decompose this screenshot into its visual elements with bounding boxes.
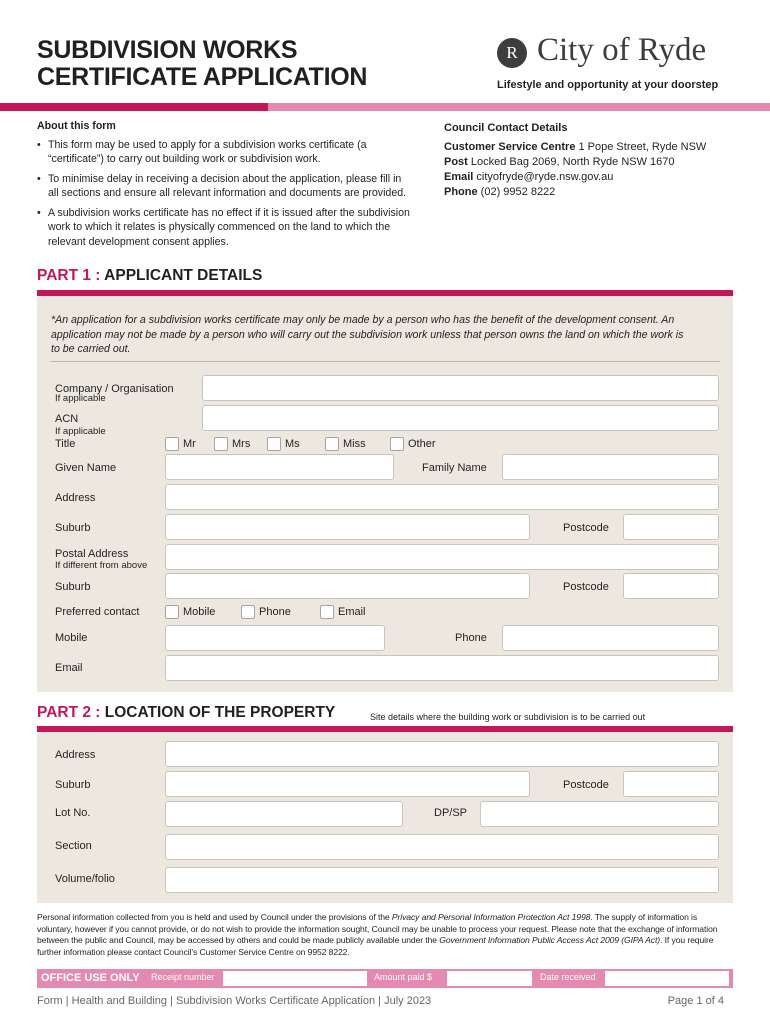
volume-input[interactable] [165, 867, 719, 893]
title-mrs-checkbox[interactable] [214, 437, 228, 451]
postal-address-hint: If different from above [55, 560, 148, 571]
company-hint: If applicable [55, 393, 106, 404]
title-label: Title [55, 438, 76, 450]
contact-email[interactable]: Email cityofryde@ryde.nsw.gov.au [444, 171, 614, 183]
contact-centre: Customer Service Centre 1 Pope Street, Ryde NSW [444, 141, 707, 153]
title-mr-label: Mr [183, 438, 196, 450]
contact-post: Post Locked Bag 2069, North Ryde NSW 1670 [444, 156, 675, 168]
title-mrs-label: Mrs [232, 438, 251, 450]
dpsp-input[interactable] [480, 801, 719, 827]
family-name-input[interactable] [502, 454, 719, 480]
title-line-2: CERTIFICATE APPLICATION [37, 63, 368, 91]
contact-heading: Council Contact Details [444, 122, 568, 134]
given-name-input[interactable] [165, 454, 394, 480]
company-input[interactable] [202, 375, 719, 401]
page-number: Page 1 of 4 [667, 995, 724, 1007]
phone-input[interactable] [502, 625, 719, 651]
title-ms-label: Ms [285, 438, 300, 450]
about-item: • This form may be used to apply for a subdivision works certificate (a “certificate”) to carry out building work or subdivision work. [37, 138, 412, 167]
page-title [37, 37, 367, 91]
tagline: Lifestyle and opportunity at your doorstep [497, 79, 719, 91]
suburb-input[interactable] [165, 514, 530, 540]
postcode-label: Postcode [563, 522, 609, 534]
acn-label: ACN [55, 413, 79, 425]
part1-divider [50, 361, 720, 362]
logo-mark-icon: R [497, 38, 527, 68]
part1-heading: PART 1 : APPLICANT DETAILS [37, 267, 263, 284]
section-label: Section [55, 840, 92, 852]
address-input[interactable] [165, 484, 719, 510]
office-use-bar [37, 969, 733, 988]
phone-label: Phone [455, 632, 487, 644]
receipt-input[interactable] [223, 971, 367, 986]
postal-suburb-label: Suburb [55, 581, 91, 593]
postal-address-label: Postal Address [55, 548, 129, 560]
given-name-label: Given Name [55, 462, 117, 474]
title-other-label: Other [408, 438, 436, 450]
contact-phone-label: Phone [259, 606, 291, 618]
email-label: Email [55, 662, 83, 674]
part2-note: Site details where the building work or subdivision is to be carried out [370, 712, 646, 722]
company-label: Company / Organisation [55, 383, 174, 395]
contact-mobile-checkbox[interactable] [165, 605, 179, 619]
contact-email-checkbox[interactable] [320, 605, 334, 619]
section-input[interactable] [165, 834, 719, 860]
logo-text: City of Ryde [537, 32, 707, 68]
lot-input[interactable] [165, 801, 403, 827]
date-input[interactable] [605, 971, 729, 986]
site-postcode-label: Postcode [563, 779, 609, 791]
amount-input[interactable] [447, 971, 532, 986]
council-contact [444, 121, 744, 200]
address-label: Address [55, 492, 96, 504]
site-address-label: Address [55, 749, 96, 761]
about-heading: About this form [37, 120, 116, 132]
title-line-1: SUBDIVISION WORKS [37, 36, 298, 64]
site-postcode-input[interactable] [623, 771, 719, 797]
about-section [37, 119, 412, 254]
email-input[interactable] [165, 655, 719, 681]
site-suburb-label: Suburb [55, 779, 91, 791]
postal-postcode-label: Postcode [563, 581, 609, 593]
family-name-label: Family Name [422, 462, 487, 474]
amount-label: Amount paid $ [374, 972, 433, 982]
lot-label: Lot No. [55, 807, 91, 819]
part1-note: *An application for a subdivision works certificate may only be made by a person who has the benefit of the development consent. An application may not be made by a person who will carry out the subdivision work unless that person owns the land on which the work is to be carried out. [51, 314, 684, 355]
city-of-ryde-logo [497, 32, 737, 72]
office-use-label: OFFICE USE ONLY [41, 972, 140, 984]
postcode-input[interactable] [623, 514, 719, 540]
contact-phone-checkbox[interactable] [241, 605, 255, 619]
volume-label: Volume/folio [55, 873, 115, 885]
mobile-input[interactable] [165, 625, 385, 651]
postal-address-input[interactable] [165, 544, 719, 570]
mobile-label: Mobile [55, 632, 88, 644]
dpsp-label: DP/SP [434, 807, 468, 819]
site-suburb-input[interactable] [165, 771, 530, 797]
contact-email-label: Email [338, 606, 366, 618]
postal-suburb-input[interactable] [165, 573, 530, 599]
about-item: • A subdivision works certificate has no effect if it is issued after the subdivision work to which it relates is physically commenced on the land to which the relevant development consent applies. [37, 206, 412, 250]
privacy-statement: Personal information collected from you is held and used by Council under the provisions of the Privacy and Personal Information Protection Act 1998. The supply of information is voluntary, however if you cannot provide, or do not wish to provide the information sought, Council may be unable to process your request. Please note that the exchange of information between the public and Council, may be accessed by others and could be made publicly available under the Government Information Public Access Act 2009 (GIPA Act). If you require further information please contact Council’s Customer Service Centre on 9952 8222. [37, 912, 718, 957]
footer-form-info: Form | Health and Building | Subdivision Works Certificate Application | July 2023 [37, 995, 432, 1007]
contact-phone: Phone (02) 9952 8222 [444, 186, 556, 198]
title-mr-checkbox[interactable] [165, 437, 179, 451]
suburb-label: Suburb [55, 522, 91, 534]
acn-hint: If applicable [55, 426, 106, 437]
title-ms-checkbox[interactable] [267, 437, 281, 451]
header-band-dark [0, 103, 268, 111]
date-label: Date received [540, 972, 596, 982]
receipt-label: Receipt number [151, 972, 215, 982]
part2-heading: PART 2 : LOCATION OF THE PROPERTY [37, 704, 336, 721]
postal-postcode-input[interactable] [623, 573, 719, 599]
header-band-light [268, 103, 770, 111]
site-address-input[interactable] [165, 741, 719, 767]
title-other-checkbox[interactable] [390, 437, 404, 451]
contact-mobile-label: Mobile [183, 606, 216, 618]
title-miss-label: Miss [343, 438, 366, 450]
preferred-contact-label: Preferred contact [55, 606, 140, 618]
about-item: • To minimise delay in receiving a decision about the application, please fill in all sections and ensure all relevant information and documents are provided. [37, 172, 412, 201]
acn-input[interactable] [202, 405, 719, 431]
title-miss-checkbox[interactable] [325, 437, 339, 451]
